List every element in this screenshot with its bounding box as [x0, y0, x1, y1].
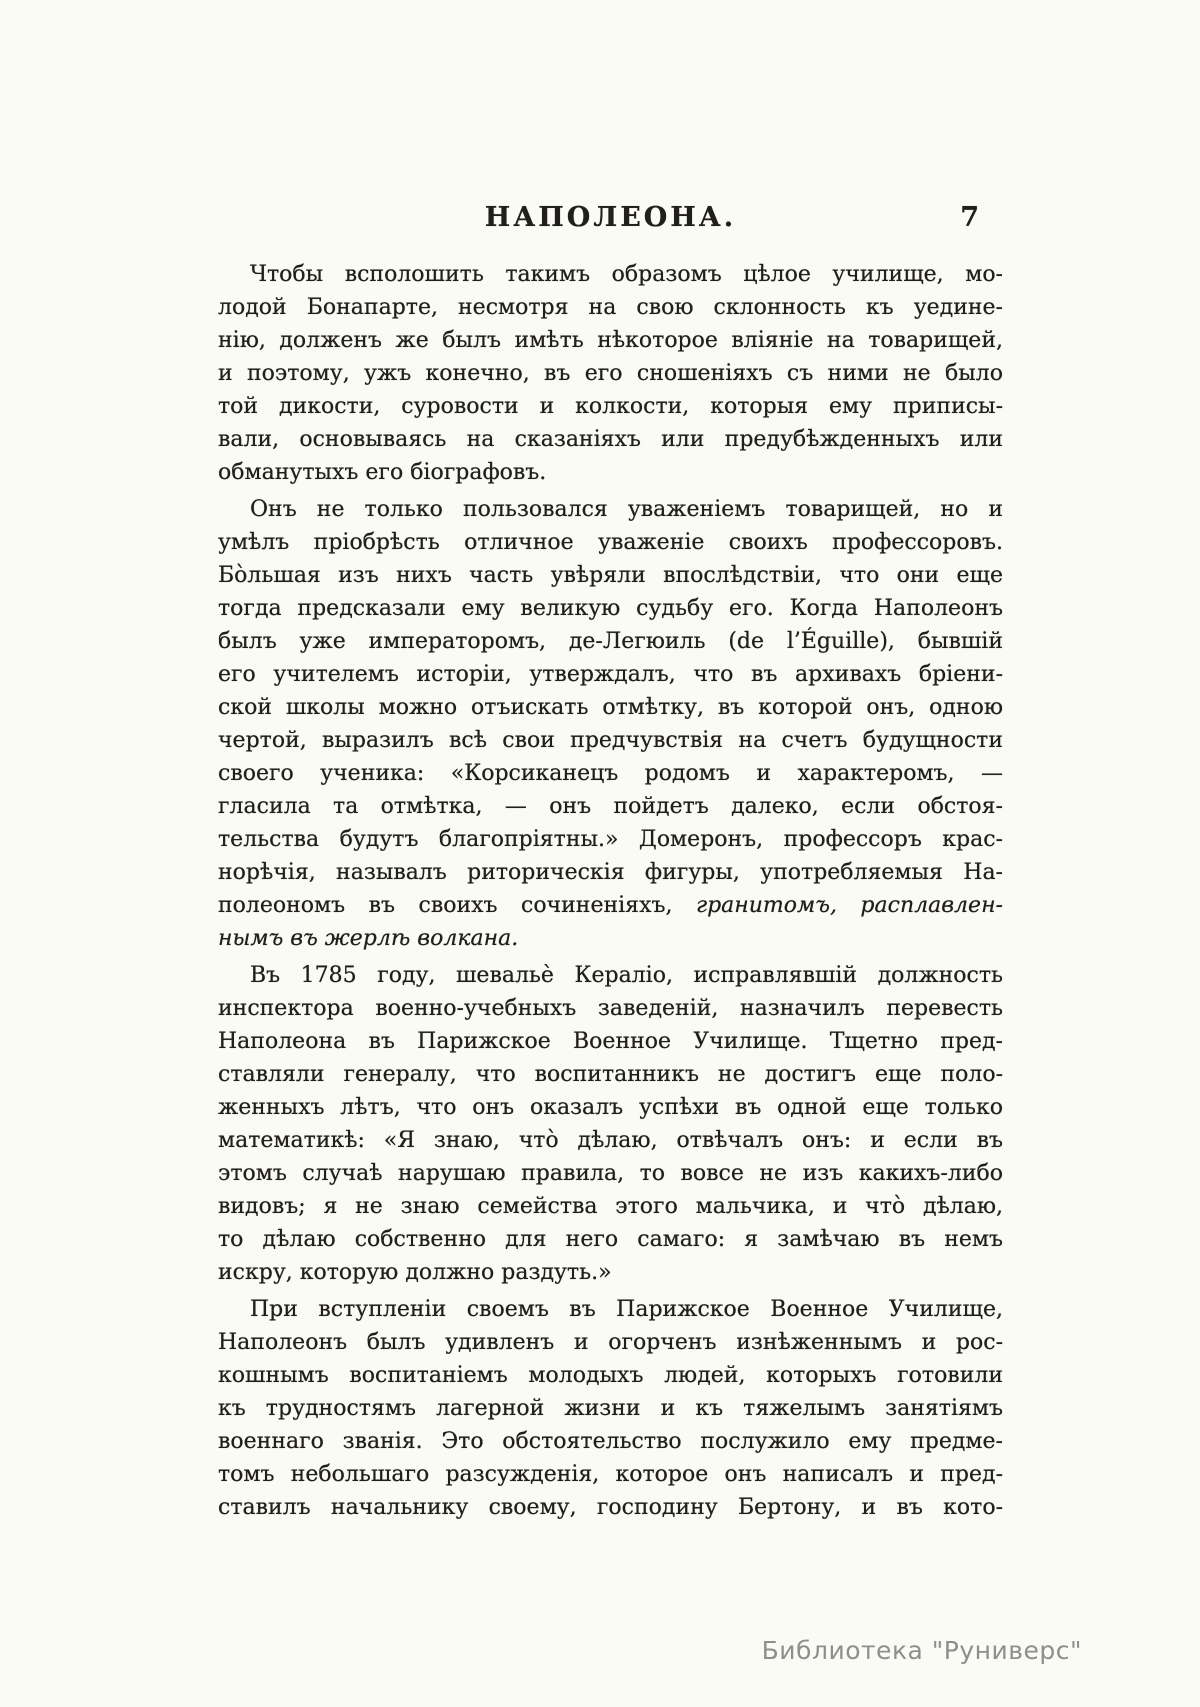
text-line	[218, 658, 1003, 691]
running-title: НАПОЛЕОНА.	[484, 202, 737, 233]
text-segment: той дикости, суровости и колкости, которыя ему приписы-	[218, 394, 1003, 419]
text-segment: полеономъ въ своихъ сочиненіяхъ,	[218, 893, 696, 918]
text-segment: искру, которую должно раздуть.»	[218, 1260, 612, 1285]
page-header	[218, 202, 1003, 238]
text-segment: видовъ; я не знаю семейства этого мальчика, и что̀ дѣлаю,	[218, 1194, 1003, 1219]
text-line	[218, 493, 1003, 526]
text-segment: своего ученика: «Корсиканецъ родомъ и характеромъ, —	[218, 761, 1003, 786]
text-segment: томъ небольшаго разсужденія, которое онъ написалъ и пред-	[218, 1462, 1003, 1487]
text-segment: ставляли генералу, что воспитанникъ не достигъ еще поло-	[218, 1062, 1003, 1087]
text-segment: къ трудностямъ лагерной жизни и къ тяжелымъ занятіямъ	[218, 1396, 1003, 1421]
text-line	[218, 757, 1003, 790]
text-segment: гласила та отмѣтка, — онъ пойдетъ далеко, если обстоя-	[218, 794, 1003, 819]
text-line	[218, 1425, 1003, 1458]
text-segment: былъ уже императоромъ, де-Легюиль (de l’Éguille), бывшій	[218, 629, 1003, 654]
text-segment: тельства будутъ благопріятны.» Домеронъ, профессоръ крас-	[218, 827, 1003, 852]
text-segment: инспектора военно-учебныхъ заведеній, назначилъ перевесть	[218, 996, 1003, 1021]
text-line	[218, 1223, 1003, 1256]
text-segment: При вступленіи своемъ въ Парижское Военное Училище,	[250, 1297, 1003, 1322]
text-line	[218, 1091, 1003, 1124]
italic-text-segment: гранитомъ, расплавлен-	[695, 893, 1003, 918]
text-segment: Наполеона въ Парижское Военное Училище. Тщетно пред-	[218, 1029, 1003, 1054]
text-segment: его учителемъ исторіи, утверждалъ, что въ архивахъ бріени-	[218, 662, 1003, 687]
text-segment: ставилъ начальнику своему, господину Бертону, и въ кото-	[218, 1495, 1003, 1520]
text-line	[218, 1458, 1003, 1491]
text-segment: и поэтому, ужъ конечно, въ его сношеніяхъ съ ними не было	[218, 361, 1003, 386]
text-segment: Чтобы всполошить такимъ образомъ цѣлое училище, мо-	[250, 262, 1003, 287]
text-line	[218, 1392, 1003, 1425]
text-segment: Онъ не только пользовался уваженіемъ товарищей, но и	[250, 497, 1003, 522]
text-line	[218, 423, 1003, 456]
text-segment: лодой Бонапарте, несмотря на свою склонность къ уедине-	[218, 295, 1003, 320]
text-segment: математикѣ: «Я знаю, что̀ дѣлаю, отвѣчалъ онъ: и если въ	[218, 1128, 1003, 1153]
text-line	[218, 1058, 1003, 1091]
text-line	[218, 1359, 1003, 1392]
page-number: 7	[960, 202, 979, 233]
text-line	[218, 592, 1003, 625]
text-line	[218, 1124, 1003, 1157]
text-line	[218, 1025, 1003, 1058]
text-segment: нію, долженъ же былъ имѣть нѣкоторое вліяніе на товарищей,	[218, 328, 1003, 353]
text-line	[218, 856, 1003, 889]
text-body	[218, 258, 1003, 1524]
text-line	[218, 258, 1003, 291]
text-line	[218, 1293, 1003, 1326]
text-line	[218, 959, 1003, 992]
text-segment: кошнымъ воспитаніемъ молодыхъ людей, которыхъ готовили	[218, 1363, 1003, 1388]
paragraph	[218, 1293, 1003, 1524]
text-line	[218, 1326, 1003, 1359]
text-line	[218, 1157, 1003, 1190]
text-segment: Бо̀льшая изъ нихъ часть увѣряли впослѣдствіи, что они еще	[218, 563, 1003, 588]
text-segment: то дѣлаю собственно для него самаго: я замѣчаю въ немъ	[218, 1227, 1003, 1252]
text-segment: тогда предсказали ему великую судьбу его. Когда Наполеонъ	[218, 596, 1003, 621]
text-line	[218, 790, 1003, 823]
italic-text-segment: нымъ въ жерлѣ волкана.	[218, 926, 519, 951]
paragraph	[218, 959, 1003, 1289]
library-watermark: Библиотека "Руниверс"	[761, 1636, 1082, 1665]
text-segment: норѣчія, называлъ риторическія фигуры, употребляемыя На-	[218, 860, 1003, 885]
text-line	[218, 559, 1003, 592]
text-line	[218, 823, 1003, 856]
text-line	[218, 992, 1003, 1025]
text-segment: обманутыхъ его біографовъ.	[218, 460, 547, 485]
text-line	[218, 390, 1003, 423]
text-segment: чертой, выразилъ всѣ свои предчувствія на счетъ будущности	[218, 728, 1003, 753]
text-line	[218, 1190, 1003, 1223]
text-line	[218, 1491, 1003, 1524]
paragraph	[218, 258, 1003, 489]
text-segment: женныхъ лѣтъ, что онъ оказалъ успѣхи въ одной еще только	[218, 1095, 1003, 1120]
text-segment: умѣлъ пріобрѣсть отличное уваженіе своихъ профессоровъ.	[218, 530, 1003, 555]
text-line	[218, 291, 1003, 324]
paragraph	[218, 493, 1003, 955]
text-segment: Въ 1785 году, шевальѐ Кераліо, исправлявшій должность	[250, 963, 1003, 988]
text-line	[218, 625, 1003, 658]
text-line	[218, 1256, 1003, 1289]
text-line	[218, 922, 1003, 955]
text-segment: вали, основываясь на сказаніяхъ или предубѣжденныхъ или	[218, 427, 1003, 452]
text-segment: Наполеонъ былъ удивленъ и огорченъ изнѣженнымъ и рос-	[218, 1330, 1003, 1355]
text-line	[218, 691, 1003, 724]
text-line	[218, 456, 1003, 489]
text-line	[218, 526, 1003, 559]
text-segment: ской школы можно отъискать отмѣтку, въ которой онъ, одною	[218, 695, 1003, 720]
text-line	[218, 357, 1003, 390]
text-line	[218, 724, 1003, 757]
text-segment: этомъ случаѣ нарушаю правила, то вовсе не изъ какихъ-либо	[218, 1161, 1003, 1186]
text-segment: военнаго званія. Это обстоятельство послужило ему предме-	[218, 1429, 1003, 1454]
text-line	[218, 889, 1003, 922]
text-line	[218, 324, 1003, 357]
